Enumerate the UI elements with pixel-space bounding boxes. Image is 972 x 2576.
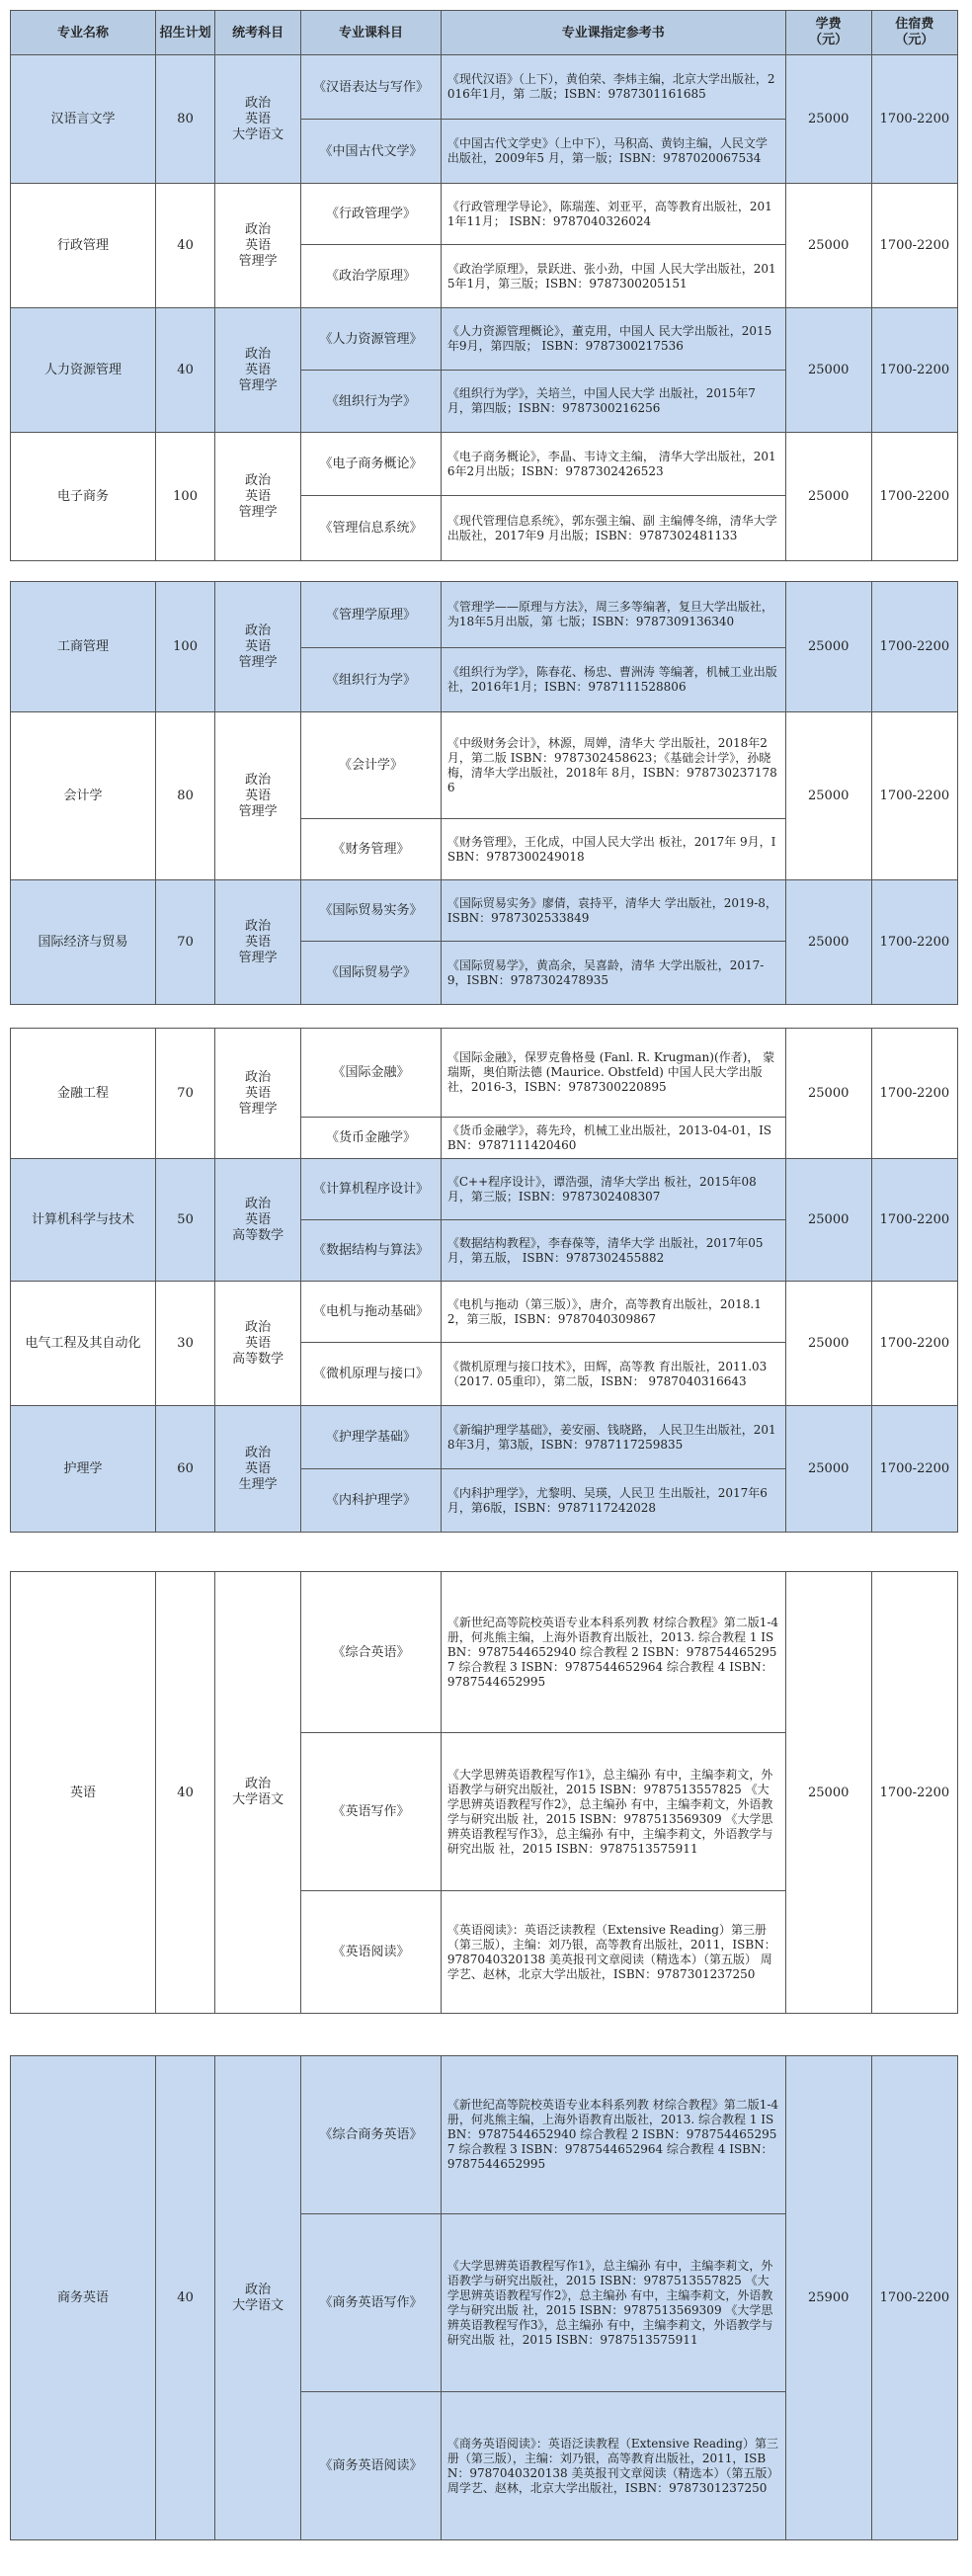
header-course: 专业课科目: [301, 11, 442, 55]
major-name: 国际经济与贸易: [11, 880, 156, 1005]
major-quota: 40: [156, 184, 215, 308]
course-name: 《商务英语写作》: [301, 2214, 442, 2392]
course-name: 《组织行为学》: [301, 371, 442, 433]
course-book: 《货币金融学》，蒋先玲，机械工业出版社，2013-04-01，ISBN：9787111420460: [441, 1118, 785, 1159]
course-name: 《计算机程序设计》: [301, 1159, 442, 1220]
major-dorm: 1700-2200: [871, 2056, 957, 2540]
major-tuition: 25000: [785, 433, 871, 561]
major-dorm: 1700-2200: [871, 1406, 957, 1533]
table-row: [11, 184, 958, 245]
table-row: [11, 1282, 958, 1343]
admissions-table-5: [10, 2055, 958, 2540]
major-tuition: 25900: [785, 2056, 871, 2540]
course-name: 《管理信息系统》: [301, 496, 442, 561]
major-quota: 40: [156, 308, 215, 433]
major-quota: 80: [156, 55, 215, 184]
course-name: 《综合商务英语》: [301, 2056, 442, 2214]
course-book: 《国际贸易实务》廖倩，袁持平，清华大 学出版社，2019-8，ISBN：9787302533849: [441, 880, 785, 942]
course-book: 《C++程序设计》，谭浩强，清华大学出 板社，2015年08月，第三版；ISBN：9787302408307: [441, 1159, 785, 1220]
table-row: [11, 1406, 958, 1469]
major-name: 人力资源管理: [11, 308, 156, 433]
course-name: 《政治学原理》: [301, 245, 442, 308]
major-name: 电子商务: [11, 433, 156, 561]
table-block-5: [10, 2055, 958, 2540]
header-books: 专业课指定参考书: [441, 11, 785, 55]
major-dorm: 1700-2200: [871, 1282, 957, 1406]
major-name: 汉语言文学: [11, 55, 156, 184]
major-exam: 政治 英语 管理学: [215, 433, 301, 561]
major-exam: 政治 大学语文: [215, 1572, 301, 2014]
table-row: [11, 55, 958, 120]
admissions-table-3: [10, 1028, 958, 1533]
major-quota: 50: [156, 1159, 215, 1282]
course-book: 《电子商务概论》，李晶、韦诗文主编， 清华大学出版社，2016年2月出版；ISBN：9787302426523: [441, 433, 785, 496]
table-row: [11, 433, 958, 496]
course-name: 《电机与拖动基础》: [301, 1282, 442, 1343]
table-row: [11, 1159, 958, 1220]
table-row: [11, 880, 958, 942]
table-block-4: [10, 1571, 958, 2014]
major-tuition: 25000: [785, 184, 871, 308]
course-name: 《英语写作》: [301, 1733, 442, 1891]
course-book: 《中级财务会计》，林源，周婵，清华大 学出版社，2018年2月，第二版 ISBN：9787302458623；《基础会计学》，孙晓梅，清华大学出版社，2018年 8月，ISBN：9787302371786: [441, 712, 785, 819]
major-dorm: 1700-2200: [871, 55, 957, 184]
course-book: 《数据结构教程》，李春葆等，清华大学 出版社，2017年05月，第五版， ISBN：9787302455882: [441, 1220, 785, 1282]
course-name: 《微机原理与接口》: [301, 1343, 442, 1406]
header-tuition: 学费 （元）: [785, 11, 871, 55]
major-exam: 政治 英语 生理学: [215, 1406, 301, 1533]
major-dorm: 1700-2200: [871, 184, 957, 308]
major-dorm: 1700-2200: [871, 582, 957, 712]
course-name: 《电子商务概论》: [301, 433, 442, 496]
major-tuition: 25000: [785, 712, 871, 880]
course-book: 《内科护理学》，尤黎明、吴瑛，人民卫 生出版社，2017年6月，第6版，ISBN：9787117242028: [441, 1469, 785, 1533]
major-name: 计算机科学与技术: [11, 1159, 156, 1282]
table-block-1: [10, 10, 958, 561]
major-exam: 政治 英语 高等数学: [215, 1282, 301, 1406]
course-book: 《现代汉语》（上下），黄伯荣、李炜主编，北京大学出版社，2016年1月，第 二版；ISBN：9787301161685: [441, 55, 785, 120]
major-tuition: 25000: [785, 1406, 871, 1533]
course-book: 《大学思辨英语教程写作1》，总主编孙 有中，主编李莉文，外语教学与研究出版社，2015 ISBN：9787513557825 《大学思辨英语教程写作2》，总主编孙 有中，主编李莉文，外语教学与研究出版 社，2015 ISBN：9787513569309 《大学思辨英语教程写作3》，总主编孙 有中，主编李莉文，外语教学与研究出版 社，2015 ISBN：9787513575911: [441, 2214, 785, 2392]
major-name: 电气工程及其自动化: [11, 1282, 156, 1406]
table-row: [11, 2056, 958, 2214]
course-book: 《新世纪高等院校英语专业本科系列教 材综合教程》第二版1-4册，何兆熊主编，上海外语教育出版社，2013. 综合教程 1 ISBN：9787544652940 综合教程 2 ISBN：9787544652957 综合教程 3 ISBN：9787544652964 综合教程 4 ISBN：9787544652995: [441, 1572, 785, 1733]
admissions-table-2: [10, 581, 958, 1005]
course-book: 《新编护理学基础》，姜安丽、钱晓路， 人民卫生出版社，2018年3月，第3版，ISBN：9787117259835: [441, 1406, 785, 1469]
major-exam: 政治 英语 高等数学: [215, 1159, 301, 1282]
table-row: [11, 1572, 958, 1733]
major-name: 会计学: [11, 712, 156, 880]
course-book: 《行政管理学导论》，陈瑞莲、刘亚平，高等教育出版社，2011年11月； ISBN：9787040326024: [441, 184, 785, 245]
major-tuition: 25000: [785, 308, 871, 433]
course-name: 《中国古代文学》: [301, 120, 442, 184]
course-name: 《护理学基础》: [301, 1406, 442, 1469]
major-dorm: 1700-2200: [871, 1572, 957, 2014]
course-book: 《财务管理》，王化成，中国人民大学出 板社，2017年 9月，ISBN：9787300249018: [441, 819, 785, 880]
major-exam: 政治 英语 管理学: [215, 1029, 301, 1159]
course-name: 《管理学原理》: [301, 582, 442, 648]
major-quota: 70: [156, 880, 215, 1005]
course-book: 《管理学——原理与方法》，周三多等编著，复旦大学出版社，为18年5月出版，第 七版；ISBN：9787309136340: [441, 582, 785, 648]
header-dorm: 住宿费 （元）: [871, 11, 957, 55]
major-dorm: 1700-2200: [871, 880, 957, 1005]
major-name: 护理学: [11, 1406, 156, 1533]
course-book: 《商务英语阅读》：英语泛读教程（Extensive Reading）第三册（第三版），主编：刘乃银，高等教育出版社，2011，ISBN：9787040320138 美英报刊文章阅读（精选本）（第五版） 周学艺、赵林，北京大学出版社，ISBN：9787301237250: [441, 2392, 785, 2540]
course-book: 《微机原理与接口技术》，田辉，高等教 育出版社，2011.03 （2017. 05重印），第二版，ISBN： 9787040316643: [441, 1343, 785, 1406]
course-name: 《货币金融学》: [301, 1118, 442, 1159]
admissions-table-4: [10, 1571, 958, 2014]
course-name: 《会计学》: [301, 712, 442, 819]
course-book: 《组织行为学》，关培兰，中国人民大学 出版社，2015年7月，第四版；ISBN：9787300216256: [441, 371, 785, 433]
table-row: [11, 308, 958, 371]
course-book: 《现代管理信息系统》，郭东强主编、副 主编傅冬绵，清华大学出版社，2017年9 月出版；ISBN：9787302481133: [441, 496, 785, 561]
major-tuition: 25000: [785, 582, 871, 712]
course-name: 《内科护理学》: [301, 1469, 442, 1533]
major-quota: 40: [156, 2056, 215, 2540]
major-tuition: 25000: [785, 1282, 871, 1406]
course-book: 《大学思辨英语教程写作1》，总主编孙 有中，主编李莉文，外语教学与研究出版社，2015 ISBN：9787513557825 《大学思辨英语教程写作2》，总主编孙 有中，主编李莉文，外语教学与研究出版 社，2015 ISBN：9787513569309 《大学思辨英语教程写作3》，总主编孙 有中，主编李莉文，外语教学与研究出版 社，2015 ISBN：9787513575911: [441, 1733, 785, 1891]
table-row: [11, 582, 958, 648]
course-book: 《新世纪高等院校英语专业本科系列教 材综合教程》第二版1-4册，何兆熊主编，上海外语教育出版社，2013. 综合教程 1 ISBN：9787544652940 综合教程 2 ISBN：9787544652957 综合教程 3 ISBN：9787544652964 综合教程 4 ISBN：9787544652995: [441, 2056, 785, 2214]
table-block-3: [10, 1028, 958, 1533]
major-exam: 政治 英语 管理学: [215, 712, 301, 880]
header-exam: 统考科目: [215, 11, 301, 55]
header-quota: 招生计划: [156, 11, 215, 55]
course-name: 《英语阅读》: [301, 1891, 442, 2014]
course-name: 《综合英语》: [301, 1572, 442, 1733]
major-exam: 政治 英语 管理学: [215, 184, 301, 308]
major-quota: 30: [156, 1282, 215, 1406]
major-quota: 70: [156, 1029, 215, 1159]
major-exam: 政治 英语 大学语文: [215, 55, 301, 184]
major-quota: 100: [156, 582, 215, 712]
admissions-table-1: [10, 10, 958, 561]
table-block-2: [10, 581, 958, 1005]
course-name: 《数据结构与算法》: [301, 1220, 442, 1282]
course-name: 《汉语表达与写作》: [301, 55, 442, 120]
course-book: 《中国古代文学史》（上中下），马积高、黄钧主编，人民文学出版社，2009年5 月，第一版；ISBN：9787020067534: [441, 120, 785, 184]
major-dorm: 1700-2200: [871, 712, 957, 880]
course-name: 《国际贸易学》: [301, 942, 442, 1005]
course-book: 《人力资源管理概论》，董克用，中国人 民大学出版社，2015年9月，第四版； ISBN：9787300217536: [441, 308, 785, 371]
major-name: 工商管理: [11, 582, 156, 712]
major-tuition: 25000: [785, 55, 871, 184]
course-name: 《组织行为学》: [301, 648, 442, 712]
major-exam: 政治 英语 管理学: [215, 880, 301, 1005]
table-row: [11, 712, 958, 819]
major-dorm: 1700-2200: [871, 1029, 957, 1159]
major-name: 金融工程: [11, 1029, 156, 1159]
major-exam: 政治 英语 管理学: [215, 308, 301, 433]
major-tuition: 25000: [785, 880, 871, 1005]
major-name: 商务英语: [11, 2056, 156, 2540]
major-quota: 40: [156, 1572, 215, 2014]
course-book: 《国际金融》，保罗克鲁格曼 (Fanl. R. Krugman)(作者)， 蒙瑞斯，奥伯斯法德 (Maurice. Obstfeld) 中国人民大学出版社，2016-3，ISBN：9787300220895: [441, 1029, 785, 1118]
major-exam: 政治 大学语文: [215, 2056, 301, 2540]
major-tuition: 25000: [785, 1029, 871, 1159]
major-tuition: 25000: [785, 1572, 871, 2014]
header-major: 专业名称: [11, 11, 156, 55]
course-name: 《财务管理》: [301, 819, 442, 880]
course-name: 《国际贸易实务》: [301, 880, 442, 942]
major-quota: 80: [156, 712, 215, 880]
header-row: [11, 11, 958, 55]
major-name: 英语: [11, 1572, 156, 2014]
course-name: 《行政管理学》: [301, 184, 442, 245]
major-dorm: 1700-2200: [871, 433, 957, 561]
course-book: 《国际贸易学》，黄高余，吴喜龄，清华 大学出版社，2017-9，ISBN：9787302478935: [441, 942, 785, 1005]
course-book: 《政治学原理》，景跃进、张小劲，中国 人民大学出版社，2015年1月，第三版；ISBN：9787300205151: [441, 245, 785, 308]
major-dorm: 1700-2200: [871, 1159, 957, 1282]
major-dorm: 1700-2200: [871, 308, 957, 433]
table-row: [11, 1029, 958, 1118]
course-book: 《电机与拖动（第三版）》，唐介，高等教育出版社，2018.12，第三版，ISBN：9787040309867: [441, 1282, 785, 1343]
course-name: 《国际金融》: [301, 1029, 442, 1118]
major-exam: 政治 英语 管理学: [215, 582, 301, 712]
course-name: 《人力资源管理》: [301, 308, 442, 371]
major-quota: 100: [156, 433, 215, 561]
course-book: 《英语阅读》：英语泛读教程（Extensive Reading）第三册（第三版），主编：刘乃银，高等教育出版社，2011，ISBN：9787040320138 美英报刊文章阅读（精选本）（第五版） 周学艺、赵林，北京大学出版社，ISBN：9787301237250: [441, 1891, 785, 2014]
course-book: 《组织行为学》，陈春花、杨忠、曹洲涛 等编著，机械工业出版社，2016年1月；ISBN：9787111528806: [441, 648, 785, 712]
major-name: 行政管理: [11, 184, 156, 308]
major-tuition: 25000: [785, 1159, 871, 1282]
major-quota: 60: [156, 1406, 215, 1533]
course-name: 《商务英语阅读》: [301, 2392, 442, 2540]
